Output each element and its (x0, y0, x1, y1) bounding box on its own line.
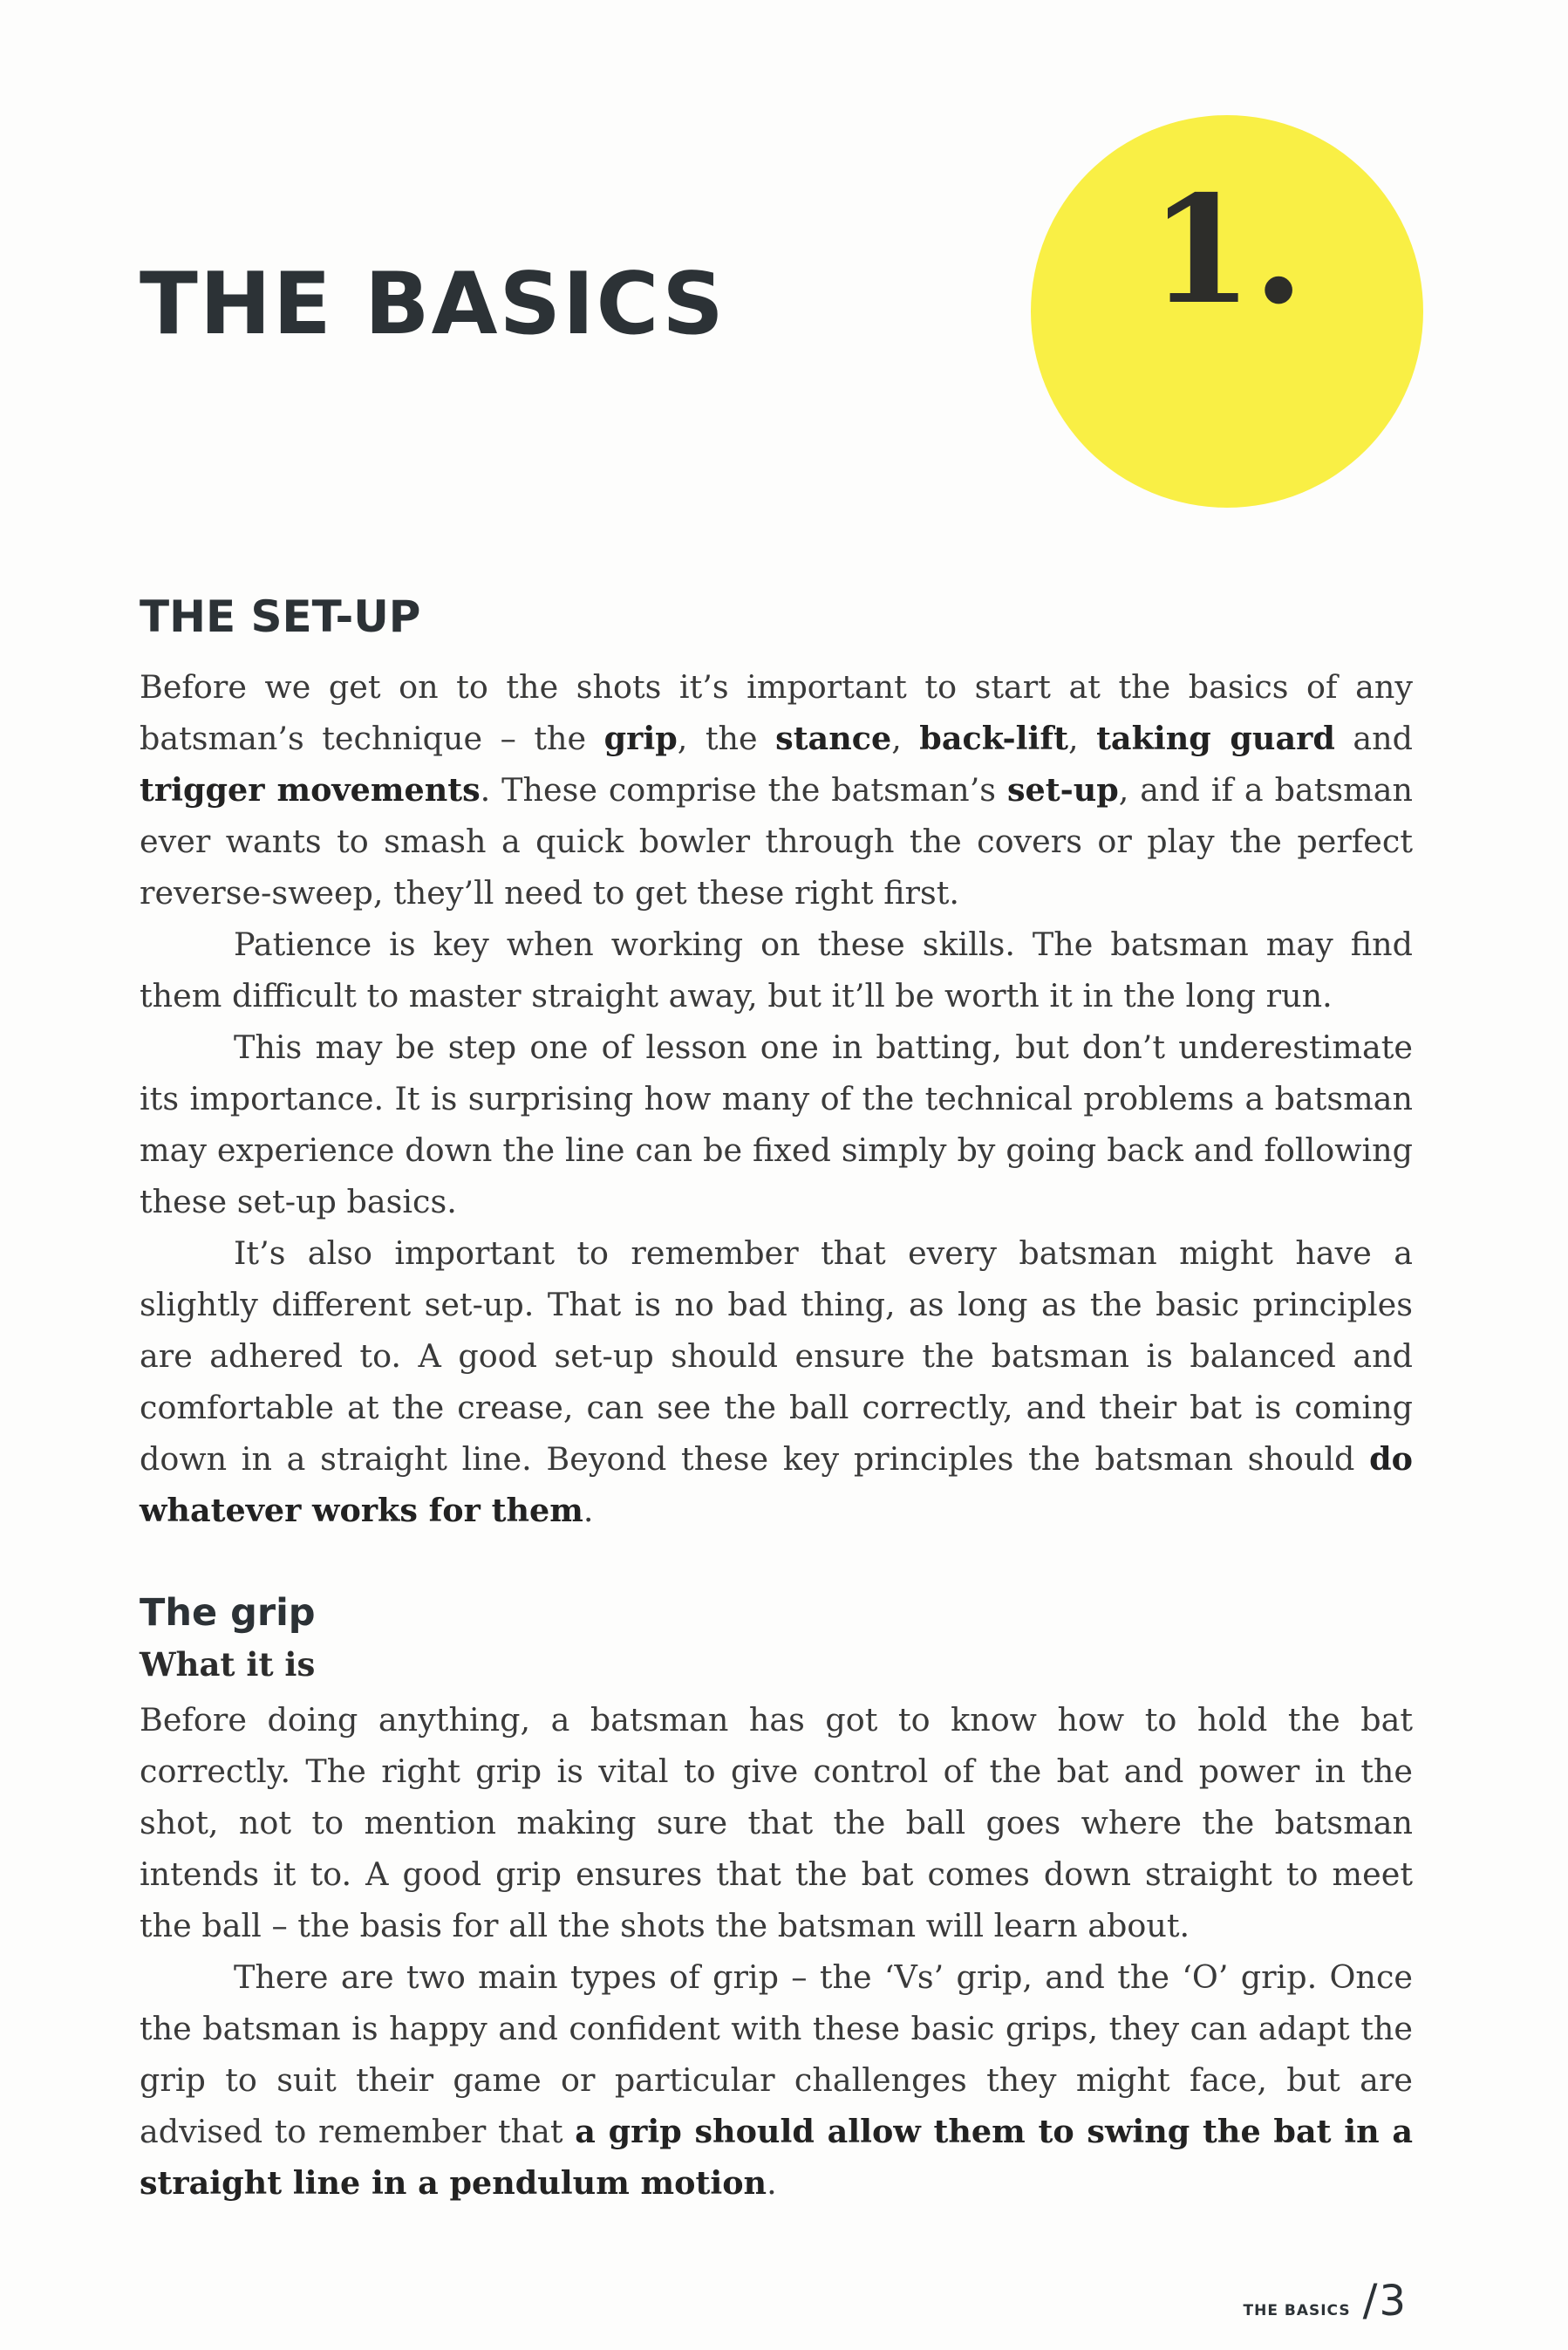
chapter-number-badge (1031, 115, 1423, 508)
grip-paragraph-2: There are two main types of grip – the ‘Vs’ grip, and the ‘O’ grip. Once the batsman is happy and confident with these basic grips, they can adapt the grip to suit their game or particular challenges they might face, but are advised to remember that a grip should allow them to swing the bat in a straight line in a pendulum motion. (140, 1958, 1413, 2202)
setup-paragraph-2: Patience is key when working on these skills. The batsman may find them difficult to master straight away, but it’ll be worth it in the long run. (140, 926, 1413, 1014)
minor-heading-what-it-is: What it is (140, 1645, 316, 1684)
chapter-number: 1. (1149, 163, 1305, 338)
running-footer-label: THE BASICS (1243, 2302, 1351, 2319)
chapter-title: THE BASICS (140, 255, 726, 354)
grip-paragraph-1: Before doing anything, a batsman has got to know how to hold the bat correctly. The right grip is vital to give control of the bat and power in the shot, not to mention making sure that the ball goes where the batsman intends it to. A good grip ensures that the bat comes down straight to meet the ball – the basis for all the shots the batsman will learn about. (140, 1701, 1413, 1944)
page-number: 3 (1379, 2277, 1406, 2326)
grip-body (140, 1694, 1413, 2209)
setup-paragraph-1: Before we get on to the shots it’s important to start at the basics of any batsman’s technique – the grip, the stance, back-lift, taking guard and trigger movements. These comprise the batsman’s set-up, and if a batsman ever wants to smash a quick bowler through the covers or play the perfect reverse-sweep, they’ll need to get these right first. (140, 668, 1413, 912)
section-heading-setup: THE SET-UP (140, 591, 421, 642)
sub-heading-grip: The grip (140, 1591, 316, 1635)
setup-paragraph-4: It’s also important to remember that every batsman might have a slightly different set-up. That is no bad thing, as long as the basic principles are adhered to. A good set-up should ensure the batsman is balanced and comfortable at the crease, can see the ball correctly, and their bat is coming down in a straight line. Beyond these key principles the batsman should do whatever works for them. (140, 1234, 1413, 1529)
footer-slash: / (1362, 2275, 1378, 2326)
page-footer (1244, 2275, 1406, 2326)
setup-paragraph-3: This may be step one of lesson one in batting, but don’t underestimate its importance. It is surprising how many of the technical problems a batsman may experience down the line can be fixed simply by going back and following these set-up basics. (140, 1028, 1413, 1220)
setup-body (140, 661, 1413, 1536)
